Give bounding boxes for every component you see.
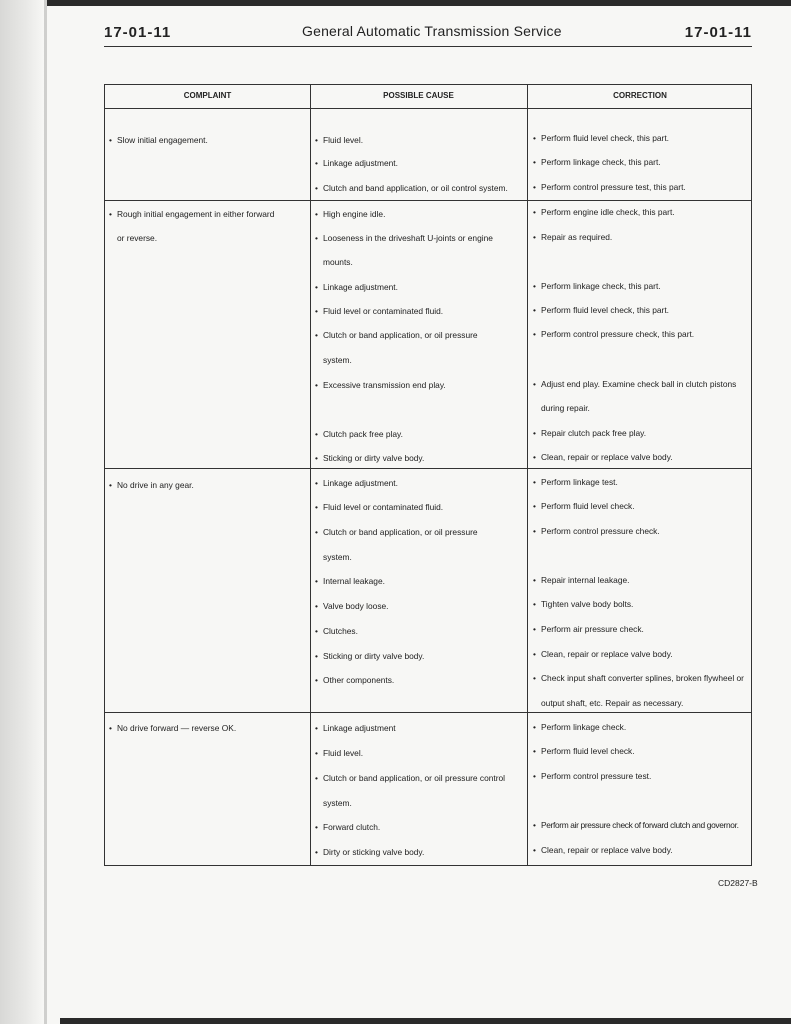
cause-item: • Excessive transmission end play. [323, 379, 446, 391]
section-title: General Automatic Transmission Service [302, 23, 562, 39]
cause-item: • Clutch pack free play. [323, 428, 403, 440]
row-divider [105, 468, 751, 469]
correction-item: • Perform control pressure check, this part. [541, 328, 694, 340]
cause-item: • Clutch or band application, or oil pressure [323, 329, 478, 341]
cause-item: • Fluid level. [323, 134, 363, 146]
correction-item: • Check input shaft converter splines, broken flywheel or [541, 672, 744, 684]
cause-item: • Clutch and band application, or oil control system. [323, 182, 508, 194]
complaint-item: • No drive in any gear. [117, 479, 194, 491]
cause-item: • Sticking or dirty valve body. [323, 452, 424, 464]
cause-item: • Other components. [323, 674, 394, 686]
correction-item: • Perform control pressure test, this part. [541, 181, 686, 193]
cause-item: • Linkage adjustment. [323, 157, 398, 169]
cause-item: • Dirty or sticking valve body. [323, 846, 424, 858]
column-divider [527, 85, 528, 865]
header-complaint: COMPLAINT [183, 91, 232, 100]
correction-item: • Perform fluid level check. [541, 500, 635, 512]
row-divider [105, 200, 751, 201]
cause-item: • Clutches. [323, 625, 358, 637]
correction-item: • Perform linkage check. [541, 721, 626, 733]
correction-item: during repair. [541, 403, 590, 413]
header-possible-cause: POSSIBLE CAUSE [383, 91, 454, 100]
correction-item: • Clean, repair or replace valve body. [541, 451, 673, 463]
page-number-right: 17-01-11 [684, 24, 752, 41]
figure-code: CD2827-B [718, 878, 758, 888]
correction-item: • Perform air pressure check of forward clutch and governor. [541, 819, 739, 831]
top-edge [0, 0, 791, 6]
cause-item: • Clutch or band application, or oil pressure [323, 526, 478, 538]
cause-item: • Internal leakage. [323, 575, 385, 587]
correction-item: • Clean, repair or replace valve body. [541, 844, 673, 856]
bottom-edge [60, 1018, 791, 1024]
correction-item: • Perform fluid level check, this part. [541, 304, 669, 316]
correction-item: • Repair clutch pack free play. [541, 427, 646, 439]
diagnosis-table [104, 84, 752, 866]
correction-item: • Perform engine idle check, this part. [541, 206, 675, 218]
cause-item: • Forward clutch. [323, 821, 380, 833]
correction-item: • Perform fluid level check, this part. [541, 132, 669, 144]
row-divider [105, 712, 751, 713]
binding-spine [44, 0, 47, 1024]
column-divider [310, 85, 311, 865]
page-number-left: 17-01-11 [104, 24, 172, 41]
correction-item: • Perform control pressure check. [541, 525, 660, 537]
cause-item: • Fluid level or contaminated fluid. [323, 501, 443, 513]
complaint-item: • Rough initial engagement in either forward [117, 208, 274, 220]
header-divider [105, 108, 751, 109]
cause-item: • Linkage adjustment. [323, 281, 398, 293]
correction-item: output shaft, etc. Repair as necessary. [541, 698, 684, 708]
correction-item: • Adjust end play. Examine check ball in clutch pistons [541, 378, 736, 390]
cause-item: • Linkage adjustment. [323, 477, 398, 489]
correction-item: • Perform linkage check, this part. [541, 156, 661, 168]
complaint-item: or reverse. [117, 233, 158, 243]
correction-item: • Perform linkage check, this part. [541, 280, 661, 292]
cause-item: • Fluid level or contaminated fluid. [323, 305, 443, 317]
complaint-item: • No drive forward — reverse OK. [117, 722, 236, 734]
cause-item: • Looseness in the driveshaft U-joints or engine [323, 232, 493, 244]
cause-item: system. [323, 355, 352, 365]
cause-item: mounts. [323, 257, 353, 267]
cause-item: • Clutch or band application, or oil pressure control [323, 772, 505, 784]
cause-item: • Valve body loose. [323, 600, 389, 612]
page-header [104, 20, 752, 47]
header-correction: CORRECTION [613, 91, 667, 100]
correction-item: • Perform control pressure test. [541, 770, 651, 782]
correction-item: • Repair internal leakage. [541, 574, 629, 586]
cause-item: • Fluid level. [323, 747, 363, 759]
cause-item: system. [323, 798, 352, 808]
page-gutter-shadow [0, 0, 44, 1024]
correction-item: • Clean, repair or replace valve body. [541, 648, 673, 660]
correction-item: • Tighten valve body bolts. [541, 598, 633, 610]
correction-item: • Perform air pressure check. [541, 623, 644, 635]
cause-item: • Linkage adjustment [323, 722, 396, 734]
correction-item: • Repair as required. [541, 231, 612, 243]
cause-item: • High engine idle. [323, 208, 385, 220]
cause-item: system. [323, 552, 352, 562]
correction-item: • Perform fluid level check. [541, 745, 635, 757]
correction-item: • Perform linkage test. [541, 476, 618, 488]
complaint-item: • Slow initial engagement. [117, 134, 208, 146]
cause-item: • Sticking or dirty valve body. [323, 650, 424, 662]
